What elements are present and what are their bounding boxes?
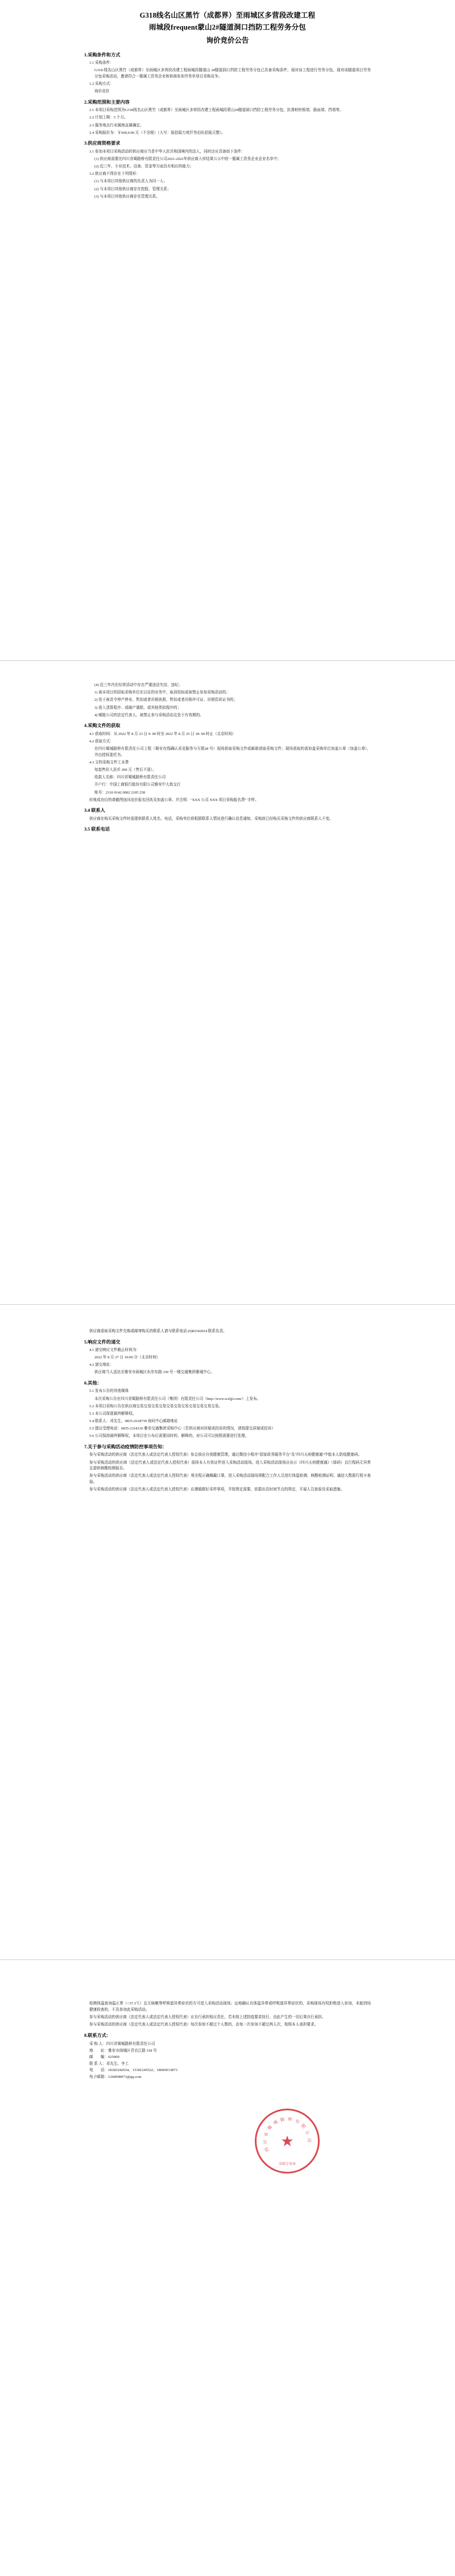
- paragraph: 1.2 采购方式：: [89, 82, 114, 87]
- seal-arc-char: 蜀: [266, 2125, 274, 2131]
- paragraph: 4.2 获取方式：: [89, 739, 114, 743]
- paragraph: 在四川蜀城路桥有限责任公司工程（蜀安在线确认采竞服务与互联28 号）现场获取采购文件或邮箱获取采购文件；现场获取的需加盖采购单位加盖公章（加盖公章），并由授权委托书。: [94, 747, 371, 757]
- paragraph: (3) 与本项目其他供应商存在管理关系。: [94, 194, 160, 199]
- seal-bottom-text: 采购专用章: [278, 2163, 296, 2167]
- paragraph: 每套售价人民币 200 元（售后不退）。: [94, 768, 156, 773]
- seal-arc-char: 有: [294, 2118, 301, 2125]
- paragraph: 2) 处于被责令停产停业、暂扣或者吊销执照、暂扣或者吊销许可证、吊销资质证书的；: [94, 698, 238, 702]
- paragraph: 4.1 递交响应文件截止时间为：: [89, 1347, 140, 1352]
- contact-label: 地 址：: [89, 2048, 108, 2053]
- seal-arc-char: 四: [263, 2146, 270, 2153]
- section-heading-supplier-qualification: 3.供应商资格要求: [84, 141, 121, 146]
- paragraph: 5.2 本项目采购公告在供应商交易交易交易交易交易交易交易交易交易交易交易。: [89, 1404, 223, 1408]
- paragraph: 参与采购活动的供应商（法定代表人或法定代表人授权代表）应自行承担相应责任，若未按上述防疫要求执行，由此产生的一切后果自行承担。: [89, 2015, 326, 2019]
- seal-arc-char: 省: [263, 2131, 270, 2138]
- seal-arc-char: 公: [304, 2129, 311, 2136]
- paragraph: 5.1 发布公告的其他媒体: [89, 1389, 129, 1394]
- paragraph: 4) 赋能公司的法定代表人、被禁止参与采购活动且处于有效期的。: [94, 713, 204, 717]
- document-title-line-2: 雨城段frequent蒙山2#隧道洞口挡防工程劳务分包: [148, 23, 306, 32]
- paragraph: 账号：2310 0142 0902 2105 258: [94, 790, 146, 795]
- paragraph: 参与采购活动的供应商（法定代表人或法定代表人授权代表）参会前应自我健康管理，通过微信小程序"国家政务服务平台"及"四川天府健康通"中能本人防疫健康码。: [89, 1453, 362, 1457]
- contact-row-purchaser: [84, 2041, 371, 2048]
- seal-arc-char: 桥: [288, 2117, 292, 2122]
- paragraph: 询价竞价: [94, 89, 110, 94]
- paragraph: G318 线名山区黑竹（成都界）至雨城区多营段改建工程雨城段隧道山 2#隧道洞口挡防工程劳务分包已具备采购条件，现对该工程进行劳务分包，现对该隧道项目劳务分包采购活动，邀请符合一题属工资务企业和供商参加劳务单项目采购竞争。: [94, 68, 371, 79]
- section-heading-response-submission: 5.响应文件的递交: [84, 1339, 121, 1345]
- contact-label: 联 系 人：: [89, 2061, 106, 2066]
- paragraph: 5.5 提议受理电话：0835-2318136 雅安交通集团采购中心（若供应商对质疑或投诉的情况，请按提交质疑或投诉）: [89, 1427, 275, 1431]
- seal-arc-char: 路: [279, 2116, 286, 2123]
- paragraph: 参与采购活动的供应商（法定代表人或法定代表人授权代表）每次参加不超过个人数的，由每一次参加不超过两人次，按照本人承担要求。: [89, 2023, 318, 2027]
- doc-sheet-4: [0, 1960, 455, 2576]
- paragraph: 2.2 计划工期：5 个月。: [89, 116, 128, 120]
- paragraph: 收款人名称：四川省蜀城路桥有限责任公司: [94, 775, 166, 780]
- contact-row-address: [84, 2048, 371, 2055]
- section-heading-contact-info: 8.联系方式：: [84, 2032, 111, 2038]
- seal-star-icon: ★: [280, 2133, 294, 2150]
- contact-value: 18183242034、15181245522、18683013873: [107, 2068, 177, 2073]
- paragraph: 参与采购活动的供应商（法定代表人或法定代表人授权代表）须全程正确佩戴口罩，进入采购活动现场须配合工作人员进行体温检测、核酸检测证明、通信大数据行程卡查验。: [89, 1474, 371, 1485]
- seal-arc-char: 城: [272, 2119, 279, 2126]
- contact-value: 雅安市雨城区青衣江路 318 号: [107, 2048, 157, 2053]
- contact-row-email: [84, 2074, 371, 2081]
- official-seal-stamp: [255, 2109, 320, 2174]
- doc-sheet-3: [0, 1305, 455, 1959]
- section-heading-epidemic-notice: 7.关于参与采购活动疫情防控事项告知：: [84, 1444, 167, 1450]
- paragraph: 3.2 供应商不得存在下列情形：: [89, 172, 140, 176]
- paragraph: 3.1 参加本项目采购活动的供应商应当是中华人民共和国境内的法人，同时还应具备如下条件：: [89, 149, 245, 154]
- paragraph: (1) 供应商需要在四川省蜀路桥有限责任公司2021-2022年供应商入库结果公示中的一题属工资务企业企业名单中；: [94, 157, 282, 161]
- section-heading-scope: 2.采购范围和主要内容: [84, 99, 130, 105]
- section-heading-document-acquisition: 4.采购文件的获取: [84, 723, 121, 729]
- doc-sheet-1: [0, 0, 455, 660]
- paragraph: 5.6 公司保持最终解释权，本项目在公布后需要同时的、解释的，对公司可以按照需要进行处理。: [89, 1434, 249, 1439]
- contact-row-person: [84, 2061, 371, 2068]
- document-title-line-1: G318线名山区黑竹（成都界）至雨城区多营段改建工程: [139, 11, 316, 19]
- paragraph: 3) 进入清算程序、或破产重组、或其他类似程序的；: [94, 705, 181, 710]
- paragraph: (4) 近三年内在经营活动中存在严重违法失信、违纪；: [94, 683, 183, 687]
- paragraph: (2) 近三年，专业技术、设备、资金等方面具有相应的能力；: [94, 165, 194, 169]
- paragraph: 检测体温查询温正常（<37.3℃）且无咳嗽等呼吸道异常症状的方可进入采购活动现场；远地确认有体温异常或呼吸道异常症状的，采购现场有权拒绝进入参加，未能到场健康检查的，不具参加此采购活动。: [89, 2002, 371, 2012]
- contact-label: 采 购 人：: [89, 2041, 106, 2046]
- paragraph: 5.3 本公司保留最终解释权。: [89, 1411, 136, 1416]
- contact-row-phone: [84, 2067, 371, 2074]
- paragraph: 2.1 本项目采购范围为G318线名山区黑竹（成都界）至雨城区多营段改建工程雨城段蒙山2#隧道洞口挡防工程劳务分包，抗滑桩桩板墙、路面墙、挡墙等。: [89, 108, 344, 113]
- paragraph: 供应商在购买采购文件时需提供联系人姓名、电话，采购单位将根据联系人情况进行确认信息通知，采购前已经购买采购文件的供应商联系人不变。: [89, 816, 333, 821]
- contact-label: 电子邮箱：: [89, 2074, 108, 2079]
- seal-arc-char: 限: [300, 2123, 307, 2130]
- paragraph: 4.3 文档采购文件工本费: [89, 760, 129, 765]
- paragraph: 供应商当人送达至雅安市雨城区东岸东路 330 号一楼交通集团雅城中心。: [94, 1370, 214, 1375]
- paragraph: 2.3 服务地点行业属地直属确定。: [89, 123, 144, 128]
- paragraph: 1) 被本项目的招标采购单位在以往的业务中，取消投标或被禁止参加采购活动的；: [94, 691, 230, 695]
- section-heading-others: 6.其他：: [84, 1381, 102, 1386]
- paragraph: 转账成功后的请截图连同竞价报名回执及加盖公章、并注明："XXX 公司 XXX 项目采购报名费" 字样。: [89, 798, 259, 802]
- section-heading-contact-person: 3.4 联系人: [84, 808, 105, 814]
- paragraph: 2022 年 8 月 27 日 10:00 分（北京时间）: [94, 1355, 160, 1360]
- contact-value: 625000: [107, 2055, 119, 2060]
- paragraph: 4.1 获取时间：从 2022 年 8 月 23 日 9: 00 时至 2022 年 8 月 25 日 18: 00 时止（北京时间）: [89, 732, 236, 736]
- paragraph: 5.4 联系人：邓先生，0835-2618739 询问中心邮箱地址: [89, 1419, 178, 1424]
- paragraph: 1.1 采购条件：: [89, 61, 114, 65]
- contact-row-postcode: [84, 2054, 371, 2061]
- contact-label: 邮 编：: [89, 2055, 108, 2060]
- paragraph: (2) 与本项目其他供应商存在控股、管理关系；: [94, 187, 171, 191]
- paragraph: 4.2 递交地址：: [89, 1363, 114, 1367]
- paragraph: 2.4 采购报价为：￥600,0.00 元（不含税）（大写：陆拾陆万贰仟叁佰伍拾陆元整）。: [89, 130, 226, 135]
- contact-value: 邓先生、李工: [106, 2061, 129, 2066]
- paragraph: 本次采购公告在四川省蜀路桥有限责任公司（集团）有限责任公司（http://www.scsljjt.com/）上发布。: [94, 1396, 261, 1401]
- seal-arc-char: 川: [262, 2139, 268, 2145]
- paragraph: 开户行：中国工商银行股份有限公司雅安中大街支行: [94, 783, 181, 787]
- contact-value: 1260098973@qq.com: [107, 2074, 142, 2079]
- contact-label: 电 话：: [89, 2068, 108, 2073]
- document-subtitle: 询价竞价公告: [206, 36, 249, 44]
- paragraph: 供应商需取采购文件先购或邮寄购买的联系人请与联系电话 (0)83342024 联系负责。: [89, 1329, 227, 1333]
- paragraph: (1) 与本项目其他供应商的负责人为同一人；: [94, 179, 168, 184]
- section-heading-procurement-conditions: 1.采购条件和方式: [84, 52, 121, 57]
- paragraph: 参与采购活动的供应商（法定代表人或法定代表人授权代表）需持本人有效证件进入采购活动现场。进入采购活动现场应出示《四川天府健康通》（绿码）且行程码无异常且提供核酸检测报告。: [89, 1460, 371, 1471]
- seal-arc-char: 司: [306, 2138, 312, 2143]
- section-heading-contact-phone: 3.5 联系电话: [84, 827, 110, 832]
- contact-value: 四川省蜀城路桥有限责任公司: [106, 2041, 155, 2046]
- paragraph: 参与采购活动的供应商（法定代表人或法定代表人授权代表）应遵循做好采样事项，并按规定需要，依据出具时间节点的规定，开展人员查验及采取措施。: [89, 1488, 345, 1492]
- doc-sheet-2: [0, 661, 455, 1304]
